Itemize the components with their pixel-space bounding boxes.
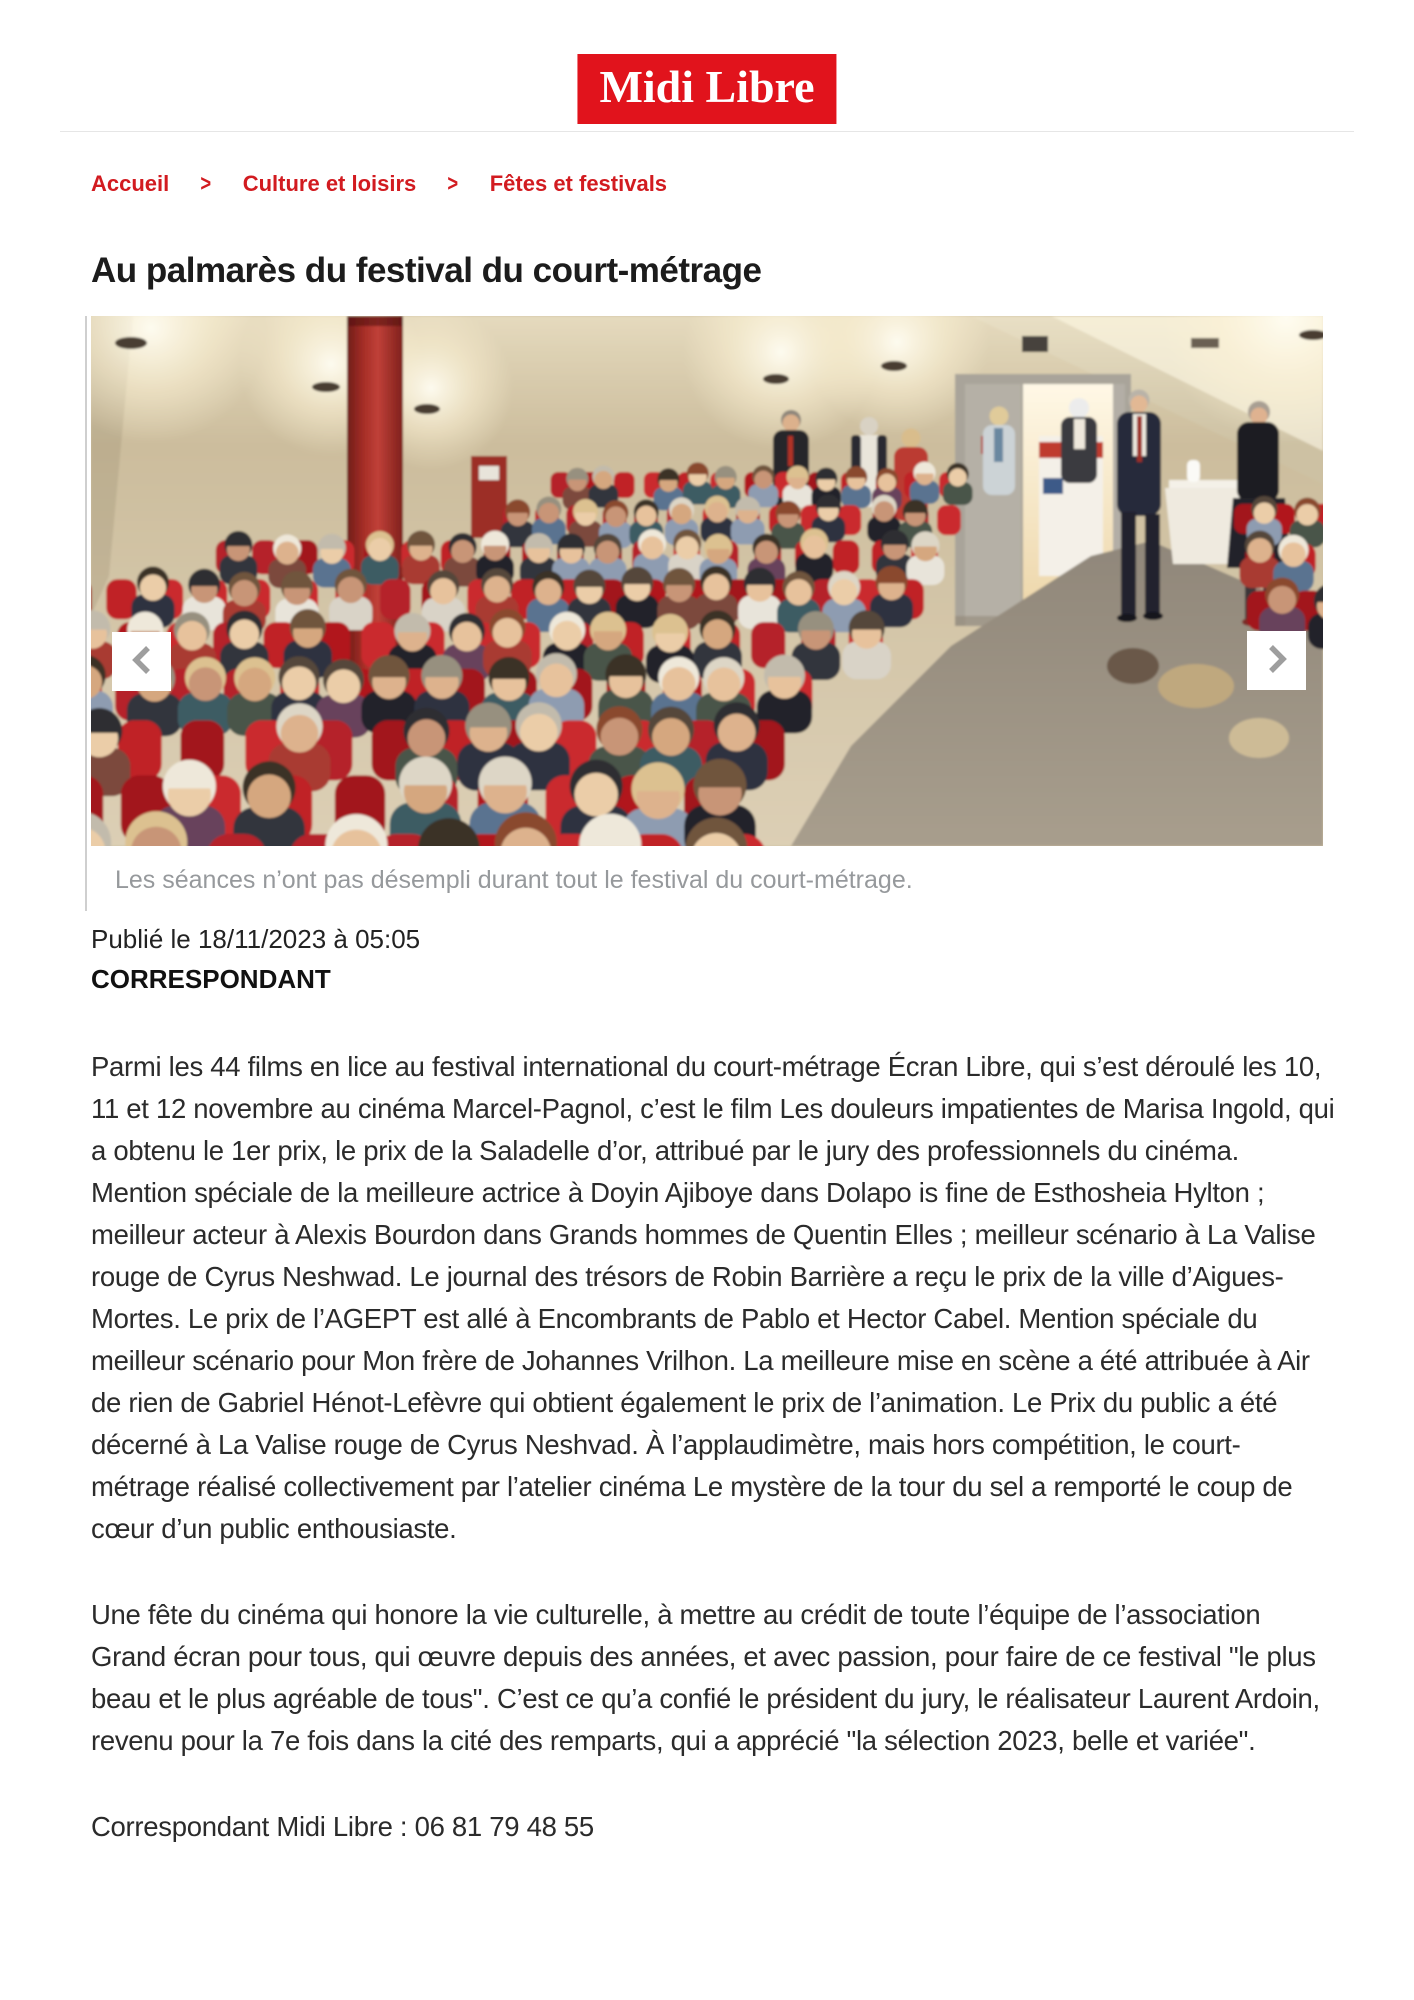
breadcrumb-link-accueil[interactable]: Accueil bbox=[91, 170, 170, 196]
body-paragraph: Une fête du cinéma qui honore la vie culturelle, à mettre au crédit de toute l’équipe de l’association Grand écran pour tous, qui œuvre depuis des années, et avec passion, pour faire de ce festival "le plus beau et le plus agréable de tous". C’est ce qu’a confié le président du jury, le réalisateur Laurent Ardoin, revenu pour la 7e fois dans la cité des remparts, qui a apprécié "la sélection 2023, belle et variée". bbox=[91, 1599, 1320, 1756]
article-body bbox=[91, 1046, 1339, 1892]
article-figure bbox=[85, 316, 1329, 911]
page-title: Au palmarès du festival du court-métrage bbox=[91, 251, 762, 291]
image-caption: Les séances n’ont pas désempli durant tout le festival du court-métrage. bbox=[115, 866, 913, 894]
body-paragraph: Parmi les 44 films en lice au festival international du court-métrage Écran Libre, qui s’est déroulé les 10, 11 et 12 novembre au cinéma Marcel-Pagnol, c’est le film Les douleurs impatientes de Marisa Ingold, qui a obtenu le 1er prix, le prix de la Saladelle d’or, attribué par le jury des professionnels du cinéma. Mention spéciale de la meilleure actrice à Doyin Ajiboye dans Dolapo is fine de Esthosheia Hylton ; meilleur acteur à Alexis Bourdon dans Grands hommes de Quentin Elles ; meilleur scénario à La Valise rouge de Cyrus Neshwad. Le journal des trésors de Robin Barrière a reçu le prix de la ville d’Aigues-Mortes. Le prix de l’AGEPT est allé à Encombrants de Pablo et Hector Cabel. Mention spéciale du meilleur scénario pour Mon frère de Johannes Vrilhon. La meilleure mise en scène a été attribuée à Air de rien de Gabriel Hénot-Lefèvre qui obtient également le prix de l’animation. Le Prix du public a été décerné à La Valise rouge de Cyrus Neshvad. À l’applaudimètre, mais hors compétition, le court-métrage réalisé collectivement par l’atelier cinéma Le mystère de la tour du sel a remporté le coup de cœur d’un public enthousiaste. bbox=[91, 1051, 1335, 1544]
masthead-logo[interactable]: Midi Libre bbox=[577, 54, 836, 124]
article-image bbox=[91, 316, 1323, 846]
breadcrumb-separator-icon: > bbox=[447, 170, 459, 196]
breadcrumb bbox=[91, 170, 667, 197]
author-label: CORRESPONDANT bbox=[91, 964, 331, 994]
breadcrumb-link-culture-et-loisirs[interactable]: Culture et loisirs bbox=[242, 170, 417, 196]
carousel-next-button[interactable] bbox=[1247, 631, 1306, 690]
carousel-prev-button[interactable] bbox=[112, 632, 171, 691]
chevron-left-icon bbox=[129, 643, 155, 680]
breadcrumb-link-fetes-et-festivals[interactable]: Fêtes et festivals bbox=[489, 170, 668, 196]
signature-line: Correspondant Midi Libre : 06 81 79 48 55 bbox=[91, 1811, 594, 1842]
published-date: Publié le 18/11/2023 à 05:05 bbox=[91, 924, 421, 954]
chevron-right-icon bbox=[1264, 642, 1290, 679]
breadcrumb-separator-icon: > bbox=[200, 170, 212, 196]
